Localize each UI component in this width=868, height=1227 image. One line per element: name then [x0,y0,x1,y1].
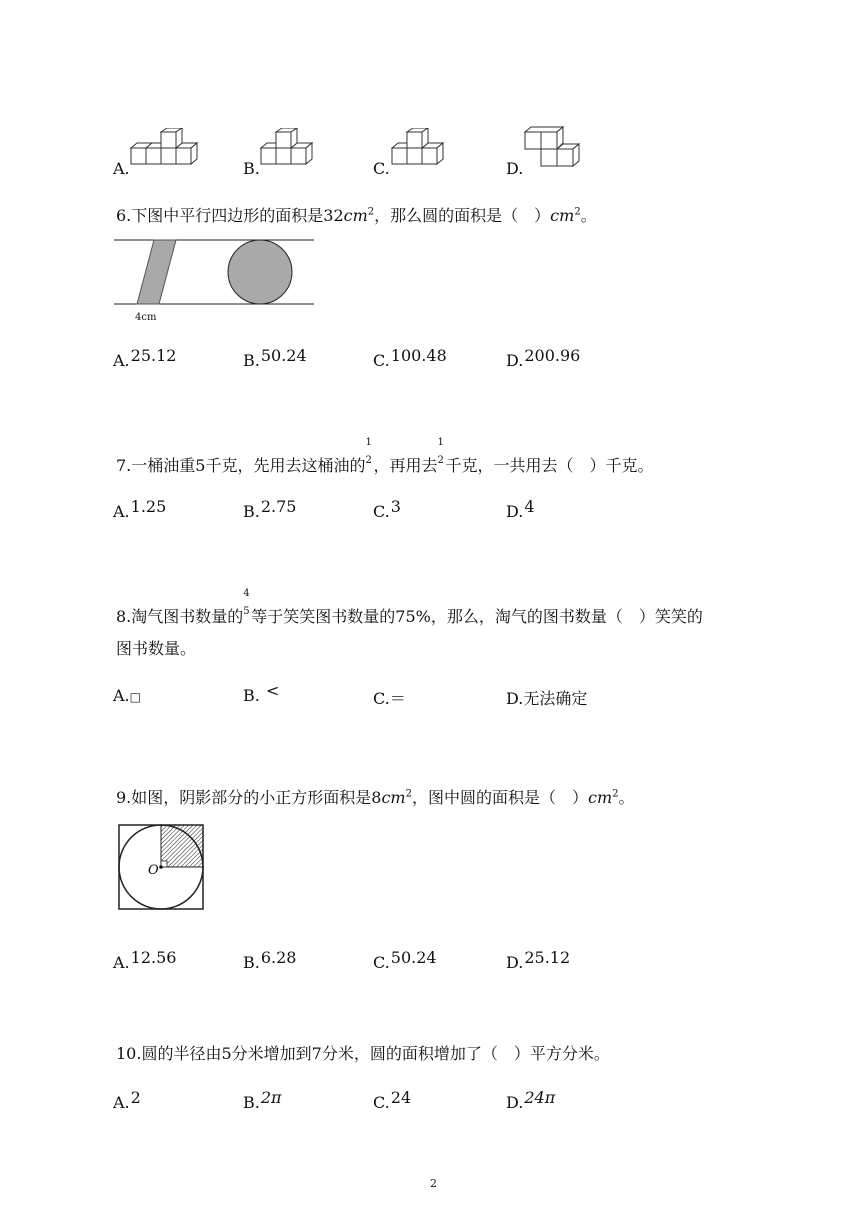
q8-stem-line1 [116,588,703,627]
q8-text: ，那么，淘气的图书数量（ ）笑笑的 [430,607,703,626]
option-letter: B. [243,351,260,370]
q6-text: ，那么圆的面积是（ ） [374,206,551,225]
option-letter: D. [506,953,524,972]
option-value: 2π [260,1088,282,1107]
q5-option-a-cube-figure [128,128,204,170]
superscript-2: 2 [612,788,619,800]
fraction-denominator: 2 [437,455,444,466]
q9-text: ，图中圆的面积是（ ） [411,788,588,807]
fraction-numerator: 1 [437,437,444,448]
q7-option-a[interactable] [113,497,167,521]
option-letter: A. [113,1093,130,1112]
option-letter: C. [373,953,390,972]
option-value: 1.25 [130,497,167,516]
option-value: 6.28 [260,948,297,967]
q7-text: 千克，先用去这桶油的 [205,456,366,475]
q9-stem [116,785,635,808]
q9-option-b[interactable] [243,948,297,972]
option-value: 25.12 [524,948,571,967]
option-letter: A. [113,953,130,972]
q7-stem [116,437,654,476]
q8-stem-line2: 图书数量。 [116,639,197,658]
q8-percent-value: 75% [395,607,431,626]
option-letter: C. [373,1093,390,1112]
q10-text: 10.圆的半径由 [116,1044,222,1063]
option-letter: B. [243,686,260,705]
q10-option-a[interactable] [113,1088,141,1112]
center-label: O [148,863,159,878]
q7-option-b[interactable] [243,497,297,521]
q9-text: 9.如图，阴影部分的小正方形面积是 [116,788,372,807]
q6-option-d[interactable] [506,346,581,370]
option-letter: D. [506,689,524,708]
option-value: 24 [390,1088,412,1107]
option-value: < [265,681,280,700]
unit-cm: cm [381,788,406,807]
q7-text: 7.一桶油重 [116,456,196,475]
q8-option-b[interactable] [243,681,280,705]
q10-radius-end: 7 [311,1044,322,1063]
option-letter: C. [373,502,390,521]
option-letter: B. [243,159,260,178]
option-letter: C. [373,159,390,178]
width-label: 4cm [135,312,157,323]
center-point [159,865,163,869]
q8-option-c[interactable] [373,686,406,709]
q10-stem [116,1041,610,1064]
q8-option-a[interactable] [113,686,141,705]
option-letter: B. [243,502,260,521]
option-value: 3 [390,497,401,516]
option-letter: A. [113,159,130,178]
superscript-2: 2 [367,206,375,218]
q6-option-c[interactable] [373,346,447,370]
option-letter: D. [506,1093,524,1112]
q10-radius-start: 5 [221,1044,232,1063]
q9-option-a[interactable] [113,948,177,972]
option-letter: D. [506,502,524,521]
option-letter: B. [243,953,260,972]
page-number: 2 [430,1177,437,1190]
q6-text: 。 [580,206,597,225]
option-value: 无法确定 [523,689,588,708]
fraction-numerator: 1 [365,437,372,448]
circle-shape [228,240,292,304]
q6-text: 6.下图中平行四边形的面积是 [116,206,324,225]
fraction-denominator: 5 [243,606,250,617]
fraction-denominator: 2 [365,455,372,466]
option-value: 4 [524,497,535,516]
q8-option-d[interactable] [506,686,587,709]
option-value: □ [129,690,141,704]
q8-text: 等于笑笑图书数量的 [251,607,396,626]
q6-option-a[interactable] [113,346,177,370]
q8-text: 8.淘气图书数量的 [116,607,244,626]
q6-stem [116,203,597,226]
parallelogram-shape [137,240,176,304]
fraction-four-fifths [243,588,251,622]
q9-text: 。 [618,788,635,807]
q6-option-b[interactable] [243,346,307,370]
option-letter: C. [373,351,390,370]
q6-area-value: 32 [323,206,344,225]
option-value: 2.75 [260,497,297,516]
fraction-numerator: 4 [243,588,250,599]
option-value: 2 [130,1088,141,1107]
q5-option-c-cube-figure [389,128,451,170]
q10-option-c[interactable] [373,1088,412,1112]
option-letter: B. [243,1093,260,1112]
option-value: 100.48 [390,346,447,365]
q9-area-value: 8 [371,788,382,807]
q10-option-b[interactable] [243,1088,282,1112]
option-letter: A. [113,502,130,521]
unit-cm: cm [588,788,613,807]
q10-option-d[interactable] [506,1088,556,1112]
option-letter: C. [373,689,390,708]
q7-text: 千克，一共用去（ ）千克。 [445,456,654,475]
q9-figure [115,822,209,914]
option-value: 25.12 [130,346,177,365]
option-value: ＝ [389,689,406,708]
option-value: 50.24 [260,346,307,365]
option-letter: A. [113,351,130,370]
q6-figure [114,236,318,324]
option-letter: D. [506,351,524,370]
fraction-one-half [437,437,446,471]
option-value: 200.96 [524,346,581,365]
q10-text: 分米增加到 [231,1044,312,1063]
fraction-one-half [365,437,373,471]
q9-option-c[interactable] [373,948,437,972]
q7-option-c[interactable] [373,497,401,521]
unit-cm: cm [343,206,368,225]
option-letter: A. [113,686,130,705]
superscript-2: 2 [574,206,581,218]
unit-cm: cm [550,206,575,225]
q5-option-d-cube-figure [521,126,583,170]
option-value: 50.24 [390,948,437,967]
q5-option-c[interactable] [373,159,390,178]
q9-option-d[interactable] [506,948,571,972]
q10-text: 分米，圆的面积增加了（ ）平方分米。 [321,1044,610,1063]
q5-option-b-cube-figure [258,128,324,170]
option-letter: D. [506,159,524,178]
q7-text: ，再用去 [373,456,438,475]
q7-option-d[interactable] [506,497,535,521]
option-value: 12.56 [130,948,177,967]
q7-weight-value: 5 [195,456,206,475]
superscript-2: 2 [405,788,412,800]
option-value: 24π [524,1088,556,1107]
